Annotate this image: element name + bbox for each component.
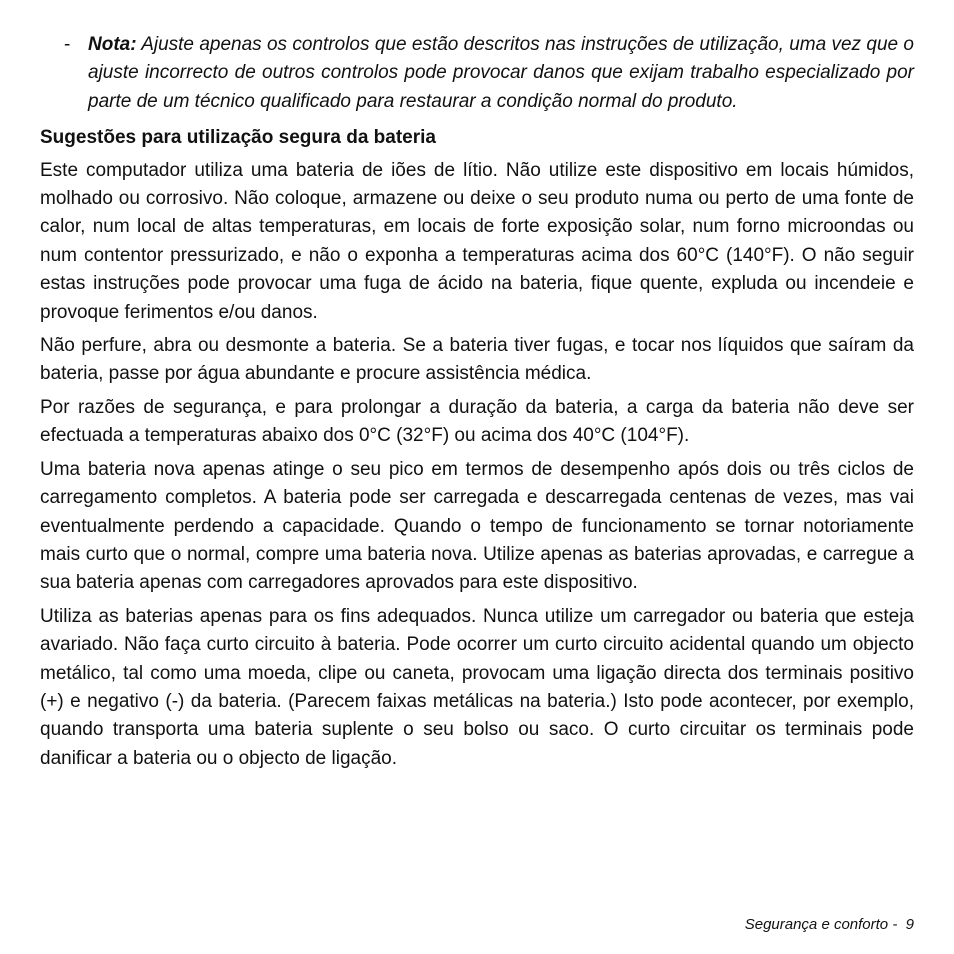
paragraph-short-circuit: Utiliza as baterias apenas para os fins adequados. Nunca utilize um carregador ou bateria que esteja avariado. Não faça curto circuito à bateria. Pode ocorrer um curto circuito acidental quando um objecto metálico, tal como uma moeda, clipe ou caneta, provocam uma ligação directa dos terminais positivo (+) e negativo (-) da bateria. (Parecem faixas metálicas na bateria.) Isto pode acontecer, por exemplo, quando transporta uma bateria suplente o seu bolso ou saco. O curto circuitar os terminais pode danificar a bateria ou o objecto de ligação. [40, 605, 914, 769]
page-footer: Segurança e conforto - 9 [744, 916, 914, 933]
note-label: Nota: [88, 34, 137, 55]
note-item [64, 31, 914, 116]
paragraph-charging-temperature: Por razões de segurança, e para prolongar a duração da bateria, a carga da bateria não deve ser efectuada a temperaturas abaixo dos 0°C (32°F) ou acima dos 40°C (104°F). [40, 396, 914, 447]
document-page [40, 31, 914, 778]
note-body: Ajuste apenas os controlos que estão descritos nas instruções de utilização, uma vez que o ajuste incorrecto de outros controlos pode provocar danos que exijam trabalho especializado por parte de um técnico qualificado para restaurar a condição normal do produto. [88, 34, 914, 112]
paragraph-lithium-battery: Este computador utiliza uma bateria de iões de lítio. Não utilize este dispositivo em locais húmidos, molhado ou corrosivo. Não coloque, armazene ou deixe o seu produto numa ou perto de uma fonte de calor, num local de altas temperaturas, em locais de forte exposição solar, num forno microondas ou num contentor pressurizado, e não o exponha a temperaturas acima dos 60°C (140°F). O não seguir estas instruções pode provocar uma fuga de ácido na bateria, fique quente, expluda ou incendeie e provoque ferimentos e/ou danos. [40, 159, 914, 323]
note-text-block [88, 31, 914, 116]
paragraph-do-not-puncture: Não perfure, abra ou desmonte a bateria. Se a bateria tiver fugas, e tocar nos líquidos que saíram da bateria, passe por água abundante e procure assistência médica. [40, 335, 914, 385]
paragraph-new-battery-performance: Uma bateria nova apenas atinge o seu pico em termos de desempenho após dois ou três ciclos de carregamento completos. A bateria pode ser carregada e descarregada centenas de vezes, mas vai eventualmente perdendo a capacidade. Quando o tempo de funcionamento se tornar notoriamente mais curto que o normal, compre uma bateria nova. Utilize apenas as baterias aprovadas, e carregue a sua bateria apenas com carregadores aprovados para este dispositivo. [40, 458, 914, 594]
section-heading: Sugestões para utilização segura da bateria [40, 127, 436, 149]
note-dash: - [64, 34, 71, 55]
